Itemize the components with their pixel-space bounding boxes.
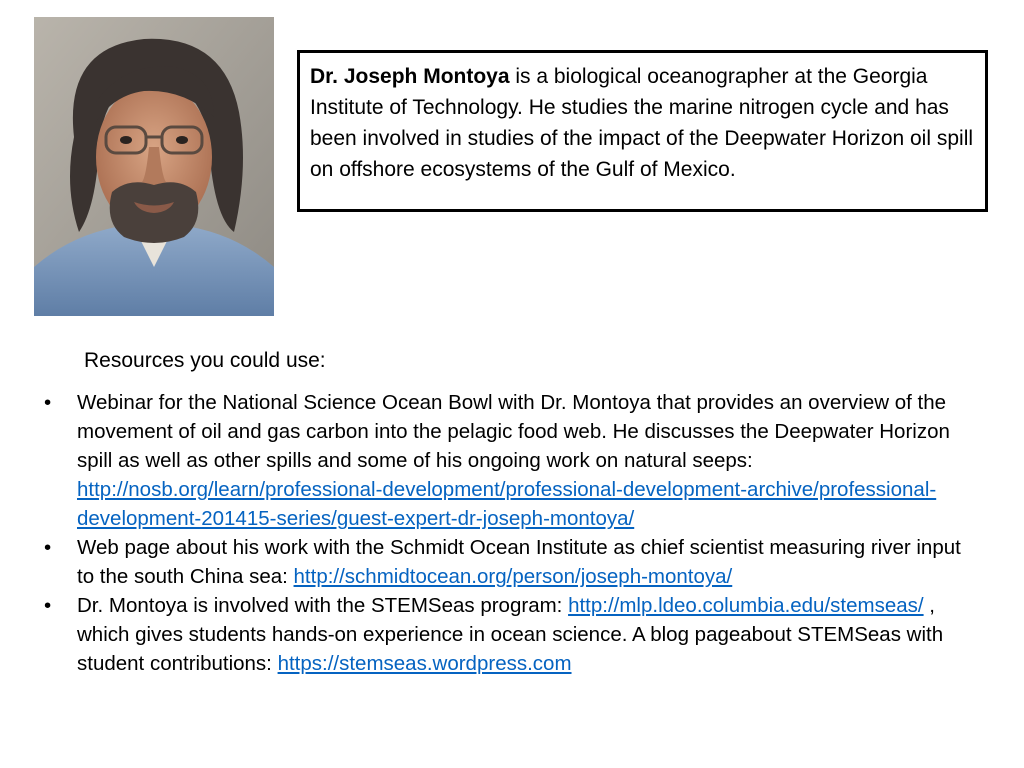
- resources-title: Resources you could use:: [84, 349, 326, 372]
- resource-text: Web page about his work with the Schmidt Ocean Institute as chief scientist measuring river input to the south China sea:: [77, 536, 961, 588]
- bullet-icon: •: [44, 594, 52, 617]
- list-item: [41, 533, 971, 591]
- portrait-photo: [34, 17, 274, 316]
- resource-text-after: , which gives students hands-on experience in ocean science. A blog pageabout STEMSeas with student contributions:: [77, 594, 944, 675]
- stemseas-link[interactable]: http://mlp.ldeo.columbia.edu/stemseas/: [568, 594, 924, 617]
- list-item: [41, 591, 971, 678]
- resource-list: [41, 388, 971, 678]
- schmidt-ocean-link[interactable]: http://schmidtocean.org/person/joseph-montoya/: [293, 565, 733, 588]
- resource-text: Dr. Montoya is involved with the STEMSeas program:: [77, 594, 569, 617]
- bullet-icon: •: [44, 536, 52, 559]
- stemseas-blog-link[interactable]: https://stemseas.wordpress.com: [277, 652, 572, 675]
- bullet-icon: •: [44, 391, 52, 414]
- list-item: [41, 388, 971, 533]
- nosb-webinar-link[interactable]: http://nosb.org/learn/professional-development/professional-development-archive/professional-development-201415-series/guest-expert-dr-joseph-montoya/: [77, 478, 937, 530]
- resource-text: Webinar for the National Science Ocean Bowl with Dr. Montoya that provides an overview of the movement of oil and gas carbon into the pelagic food web. He discusses the Deepwater Horizon spill as well as other spills and some of his ongoing work on natural seeps:: [77, 391, 950, 472]
- bio-box: [297, 50, 988, 212]
- bio-text: is a biological oceanographer at the Georgia Institute of Technology. He studies the marine nitrogen cycle and has been involved in studies of the impact of the Deepwater Horizon oil spill on offshore ecosystems of the Gulf of Mexico.: [310, 65, 974, 181]
- bio-name: Dr. Joseph Montoya: [310, 65, 510, 88]
